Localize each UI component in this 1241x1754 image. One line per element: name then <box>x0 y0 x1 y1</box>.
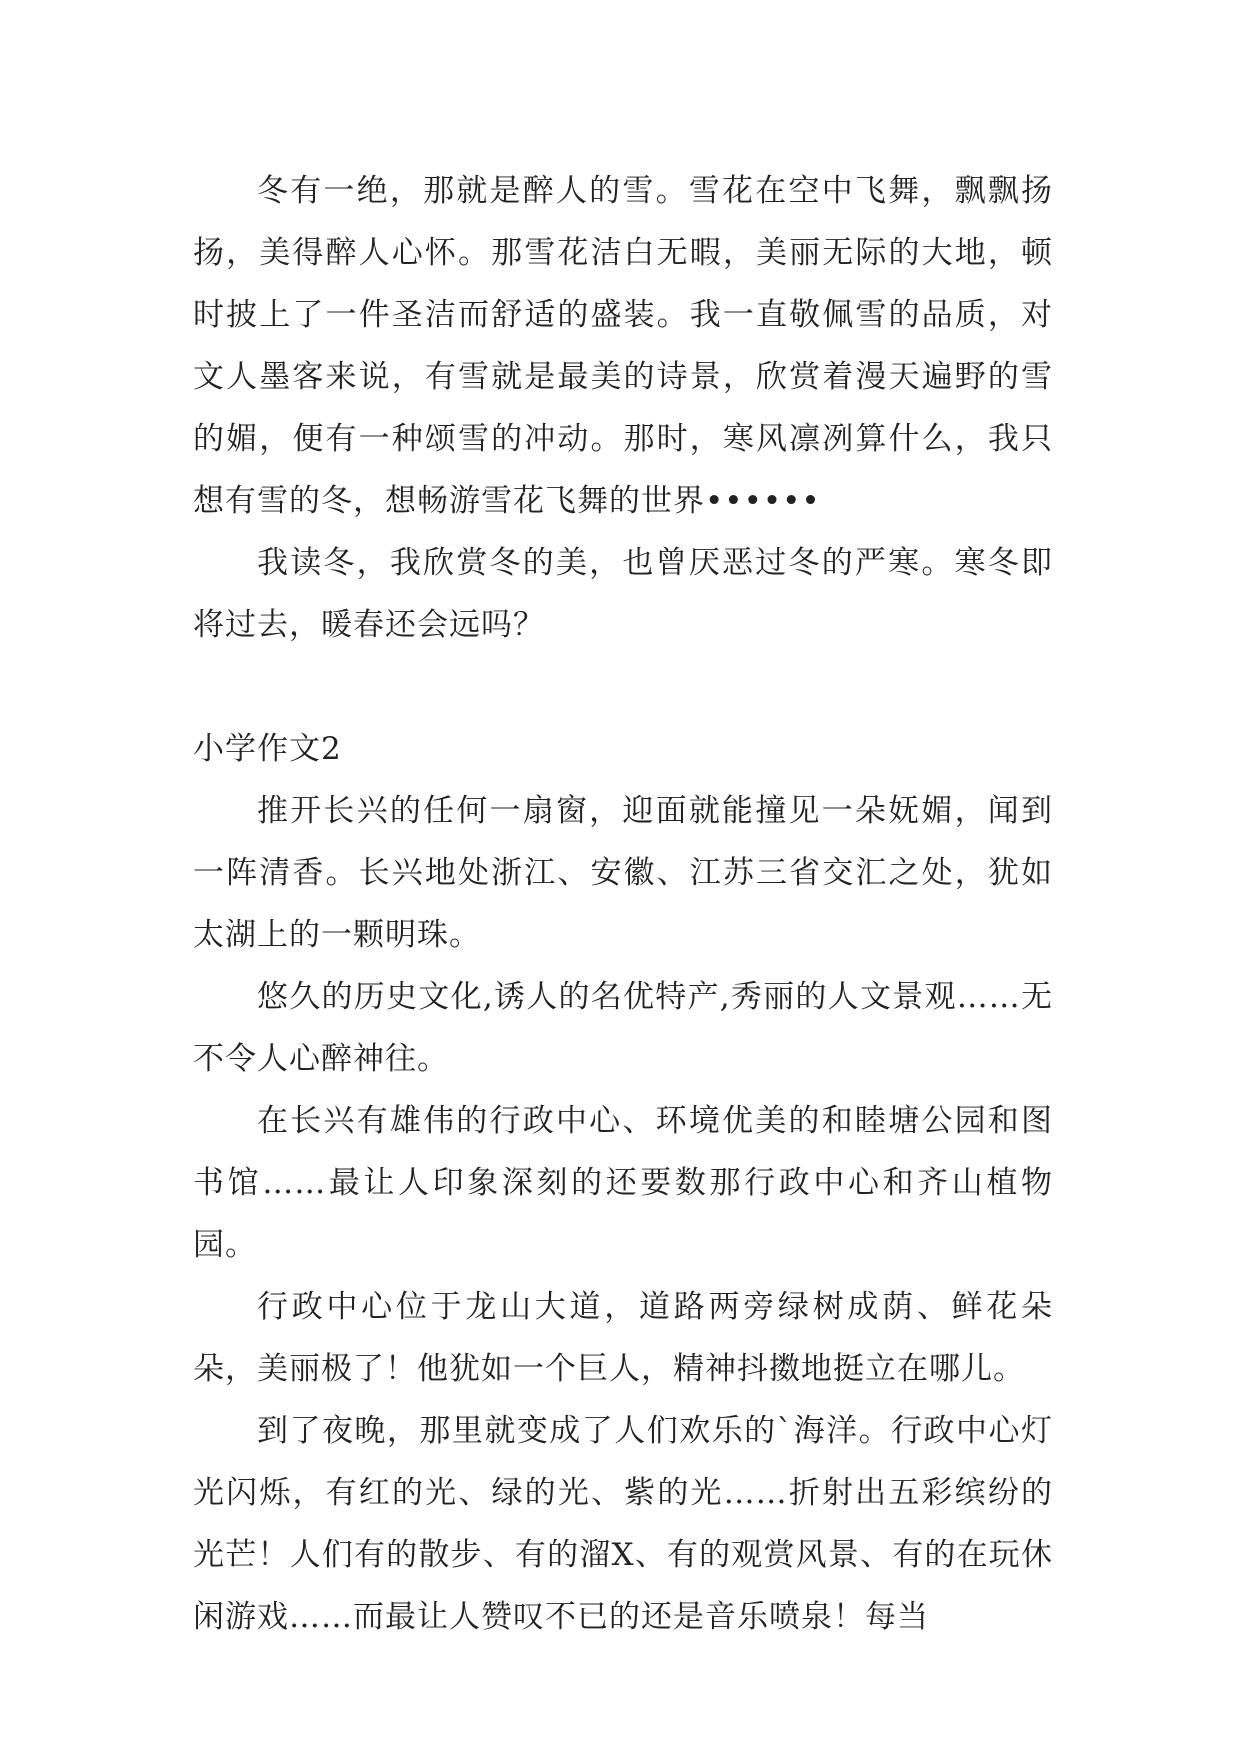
document-body <box>193 160 1053 1648</box>
paragraph-changxing-window: 推开长兴的任何一扇窗，迎面就能撞见一朵妩媚，闻到一阵清香。长兴地处浙江、安徽、江苏三省交汇之处，犹如太湖上的一颗明珠。 <box>193 793 1053 953</box>
paragraph-night-scene: 到了夜晚，那里就变成了人们欢乐的`海洋。行政中心灯光闪烁，有红的光、绿的光、紫的光……折射出五彩缤纷的光芒！人们有的散步、有的溜X、有的观赏风景、有的在玩休闲游戏……而最让人赞叹不已的还是音乐喷泉！每当 <box>193 1413 1053 1635</box>
paragraph-landmarks: 在长兴有雄伟的行政中心、环境优美的和睦塘公园和图书馆……最让人印象深刻的还要数那行政中心和齐山植物园。 <box>193 1103 1053 1263</box>
essay-title: 小学作文2 <box>193 731 342 767</box>
paragraph-history-culture: 悠久的历史文化,诱人的名优特产,秀丽的人文景观……无不令人心醉神往。 <box>193 979 1053 1077</box>
paragraph-reading-winter: 我读冬，我欣赏冬的美，也曾厌恶过冬的严寒。寒冬即将过去，暖春还会远吗？ <box>193 545 1053 643</box>
paragraph-admin-center: 行政中心位于龙山大道，道路两旁绿树成荫、鲜花朵朵，美丽极了！他犹如一个巨人，精神抖擞地挺立在哪儿。 <box>193 1289 1053 1387</box>
paragraph-snow: 冬有一绝，那就是醉人的雪。雪花在空中飞舞，飘飘扬扬，美得醉人心怀。那雪花洁白无暇，美丽无际的大地，顿时披上了一件圣洁而舒适的盛装。我一直敬佩雪的品质，对文人墨客来说，有雪就是最美的诗景，欣赏着漫天遍野的雪的媚，便有一种颂雪的冲动。那时，寒风凛冽算什么，我只想有雪的冬，想畅游雪花飞舞的世界•••••• <box>193 173 1053 519</box>
